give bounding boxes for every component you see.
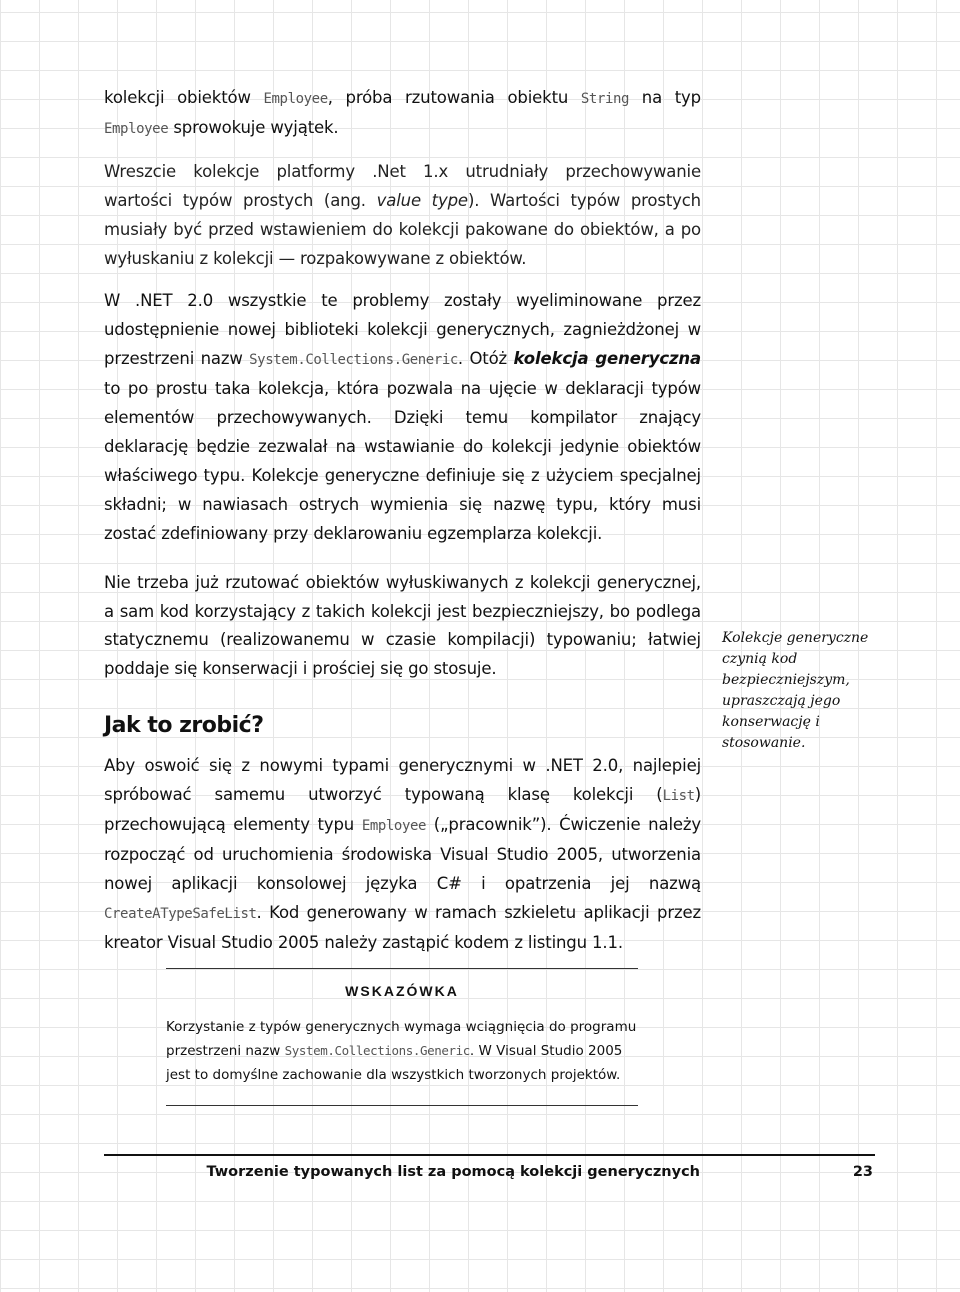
text-run: , próba rzutowania obiektu	[327, 88, 581, 107]
text-run: ) przechowującą elementy typu	[104, 785, 701, 835]
text-run: Korzystanie z typów generycznych wymaga wciągnięcia do programu przestrzeni nazw	[166, 1019, 637, 1059]
text-run: . Kod generowany w ramach szkieletu aplikacji przez kreator Visual Studio 2005 należy zastąpić kodem z listingu 1.1.	[104, 902, 701, 952]
paragraph-5	[104, 752, 701, 957]
paragraph-2	[104, 158, 701, 274]
code-run: System.Collections.Generic	[284, 1043, 470, 1058]
tip-box	[166, 968, 638, 1106]
text-run: ). Wartości typów prostych musiały być przed wstawieniem do kolekcji pakowane do obiektów, a po wyłuskaniu z kolekcji — rozpakowywane z obiektów.	[104, 190, 701, 268]
text-run: na typ	[629, 88, 701, 107]
code-run: CreateATypeSafeList	[104, 905, 257, 922]
highlighted-term: kolekcja generyczna	[513, 349, 701, 369]
text-run: („pracownik”). Ćwiczenie należy rozpocząć od uruchomienia środowiska Visual Studio 2005, utworzenia nowej aplikacji konsolowej języka C# i opatrzenia jej nazwą	[104, 815, 702, 893]
page-footer	[104, 1154, 875, 1194]
page-number: 23	[852, 1164, 873, 1180]
code-run: List	[662, 788, 695, 805]
text-run: sprowokuje wyjątek.	[168, 117, 339, 137]
italic-term: value type	[376, 190, 468, 210]
text-run: W .NET 2.0 wszystkie te problemy zostały wyeliminowane przez udostępnienie nowej biblioteki kolekcji generycznych, zagnieżdżonej w przestrzeni nazw	[104, 291, 701, 369]
text-run: . W Visual Studio 2005 jest to domyślne zachowanie dla wszystkich tworzonych projektów.	[166, 1043, 623, 1083]
paragraph-3	[104, 287, 701, 548]
main-text	[104, 84, 701, 958]
code-run: String	[580, 91, 630, 107]
text-run: kolekcji obiektów	[104, 88, 264, 107]
footer-chapter-title: Tworzenie typowanych list za pomocą kolekcji generycznych	[206, 1164, 700, 1180]
section-heading: Jak to zrobić?	[104, 713, 264, 739]
code-run: System.Collections.Generic	[249, 352, 458, 369]
margin-note: Kolekcje generyczne czynią kod bezpieczniejszym, upraszczają jego konserwację i stosowanie.	[722, 630, 869, 751]
paragraph-4	[104, 569, 701, 685]
code-run: Employee	[104, 120, 169, 137]
text-run: Nie trzeba już rzutować obiektów wyłuskiwanych z kolekcji generycznej, a sam kod korzystający z takich kolekcji jest bezpieczniejszy, bo podlega statycznemu (realizowanemu w czasie kompilacji) typowaniu; łatwiej poddaje się konserwacji i prościej się go stosuje.	[104, 572, 701, 679]
tip-title: WSKAZÓWKA	[345, 983, 459, 999]
tip-body	[166, 1015, 638, 1087]
paragraph-1	[104, 84, 701, 144]
text-run: Wreszcie kolekcje platformy .Net 1.x utrudniały przechowywanie wartości typów prostych (ang.	[104, 161, 701, 210]
text-run: . Otóż	[457, 349, 514, 369]
text-run: to po prostu taka kolekcja, która pozwala na ujęcie w deklaracji typów elementów przechowywanych. Dzięki temu kompilator znający deklarację będzie zezwalał na wstawianie do kolekcji jedynie obiektów właściwego typu. Kolekcje generyczne definiuje się z użyciem specjalnej składni; w nawiasach ostrych wymienia się nazwę typu, który musi zostać zdefiniowany przy deklarowaniu egzemplarza kolekcji.	[104, 379, 701, 543]
text-run: Aby oswoić się z nowymi typami generycznymi w .NET 2.0, najlepiej spróbować samemu utworzyć typowaną klasę kolekcji (	[104, 756, 701, 805]
code-run: Employee	[263, 91, 328, 107]
code-run: Employee	[361, 818, 427, 835]
